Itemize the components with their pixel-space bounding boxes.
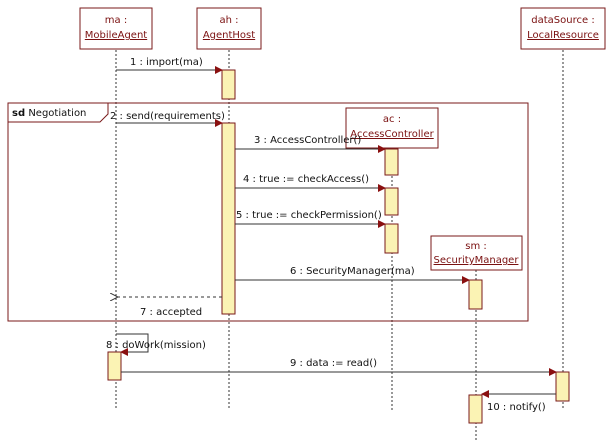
message-4-label: 4 : true := checkAccess() [243, 174, 370, 185]
frame-operator: sd [12, 108, 26, 119]
message-9-label: 9 : data := read() [290, 358, 378, 369]
frame-label [12, 108, 86, 119]
object-name-ah: ah : [219, 15, 239, 26]
activation-ah-2 [222, 123, 235, 314]
object-type-sm: SecurityManager [433, 255, 519, 266]
frame-name: Negotiation [28, 108, 87, 119]
message-6-label: 6 : SecurityManager(ma) [290, 266, 415, 277]
activation-ac-3 [385, 224, 398, 253]
activation-ma-1 [108, 352, 121, 380]
activation-ac-2 [385, 188, 398, 215]
object-type-ac: AccessController [350, 129, 434, 140]
object-name-ac: ac : [382, 114, 402, 125]
message-7-label: 7 : accepted [140, 307, 203, 318]
object-name-datasource: dataSource : [531, 15, 595, 26]
activation-sm-2 [469, 395, 482, 423]
message-3-label: 3 : AccessController() [254, 135, 362, 146]
message-5-label: 5 : true := checkPermission() [236, 210, 382, 221]
message-2-label: 2 : send(requirements) [110, 111, 225, 122]
lifeline-head-datasource [521, 8, 605, 49]
activation-ah-1 [222, 70, 235, 99]
object-name-sm: sm : [465, 241, 487, 252]
activation-sm-1 [469, 280, 482, 309]
activation-datasource-1 [556, 372, 569, 401]
lifeline-head-ma [80, 8, 152, 49]
object-type-datasource: LocalResource [527, 30, 599, 41]
object-name-ma: ma : [104, 15, 128, 26]
lifeline-head-sm [431, 236, 522, 270]
object-type-ma: MobileAgent [84, 30, 148, 41]
message-10-label: 10 : notify() [487, 402, 546, 413]
activation-ac-1 [385, 149, 398, 175]
message-1-label: 1 : import(ma) [130, 57, 203, 68]
object-type-ah: AgentHost [202, 30, 256, 41]
message-8-label: 8 : doWork(mission) [106, 340, 206, 351]
lifeline-head-ah [197, 8, 261, 49]
